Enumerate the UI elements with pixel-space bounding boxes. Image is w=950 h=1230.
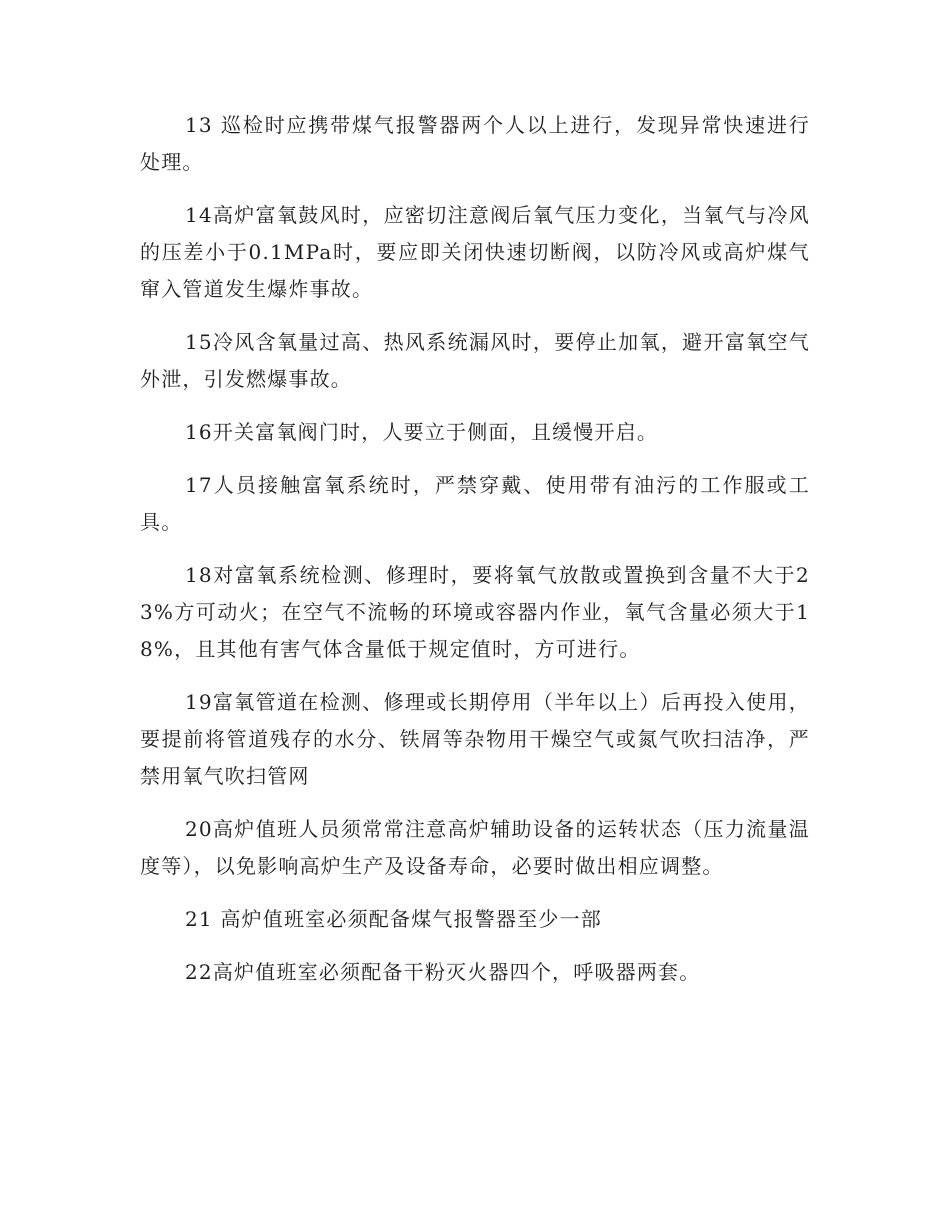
paragraph-18: 18对富氧系统检测、修理时，要将氧气放散或置换到含量不大于23%方可动火；在空气不流畅的环境或容器内作业，氧气含量必须大于18%，且其他有害气体含量低于规定值时，方可进行。 — [140, 563, 810, 661]
paragraph-13: 13 巡检时应携带煤气报警器两个人以上进行，发现异常快速进行处理。 — [140, 113, 810, 174]
document-body — [140, 107, 810, 1007]
paragraph-20: 20高炉值班人员须常常注意高炉辅助设备的运转状态（压力流量温度等），以免影响高炉生产及设备寿命，必要时做出相应调整。 — [140, 817, 810, 878]
paragraph-22: 22高炉值班室必须配备干粉灭火器四个，呼吸器两套。 — [185, 960, 701, 984]
paragraph-16: 16开关富氧阀门时，人要立于侧面，且缓慢开启。 — [185, 420, 659, 444]
paragraph-19: 19富氧管道在检测、修理或长期停用（半年以上）后再投入使用，要提前将管道残存的水分、铁屑等杂物用干燥空气或氮气吹扫洁净，严禁用氧气吹扫管网 — [140, 690, 810, 788]
paragraph-17: 17人员接触富氧系统时，严禁穿戴、使用带有油污的工作服或工具。 — [140, 473, 810, 534]
paragraph-14: 14高炉富氧鼓风时，应密切注意阀后氧气压力变化，当氧气与冷风的压差小于0.1MPa时，要应即关闭快速切断阀，以防冷风或高炉煤气窜入管道发生爆炸事故。 — [140, 203, 810, 301]
paragraph-15: 15冷风含氧量过高、热风系统漏风时，要停止加氧，避开富氧空气外泄，引发燃爆事故。 — [140, 330, 810, 391]
paragraph-21: 21 高炉值班室必须配备煤气报警器至少一部 — [185, 907, 603, 931]
